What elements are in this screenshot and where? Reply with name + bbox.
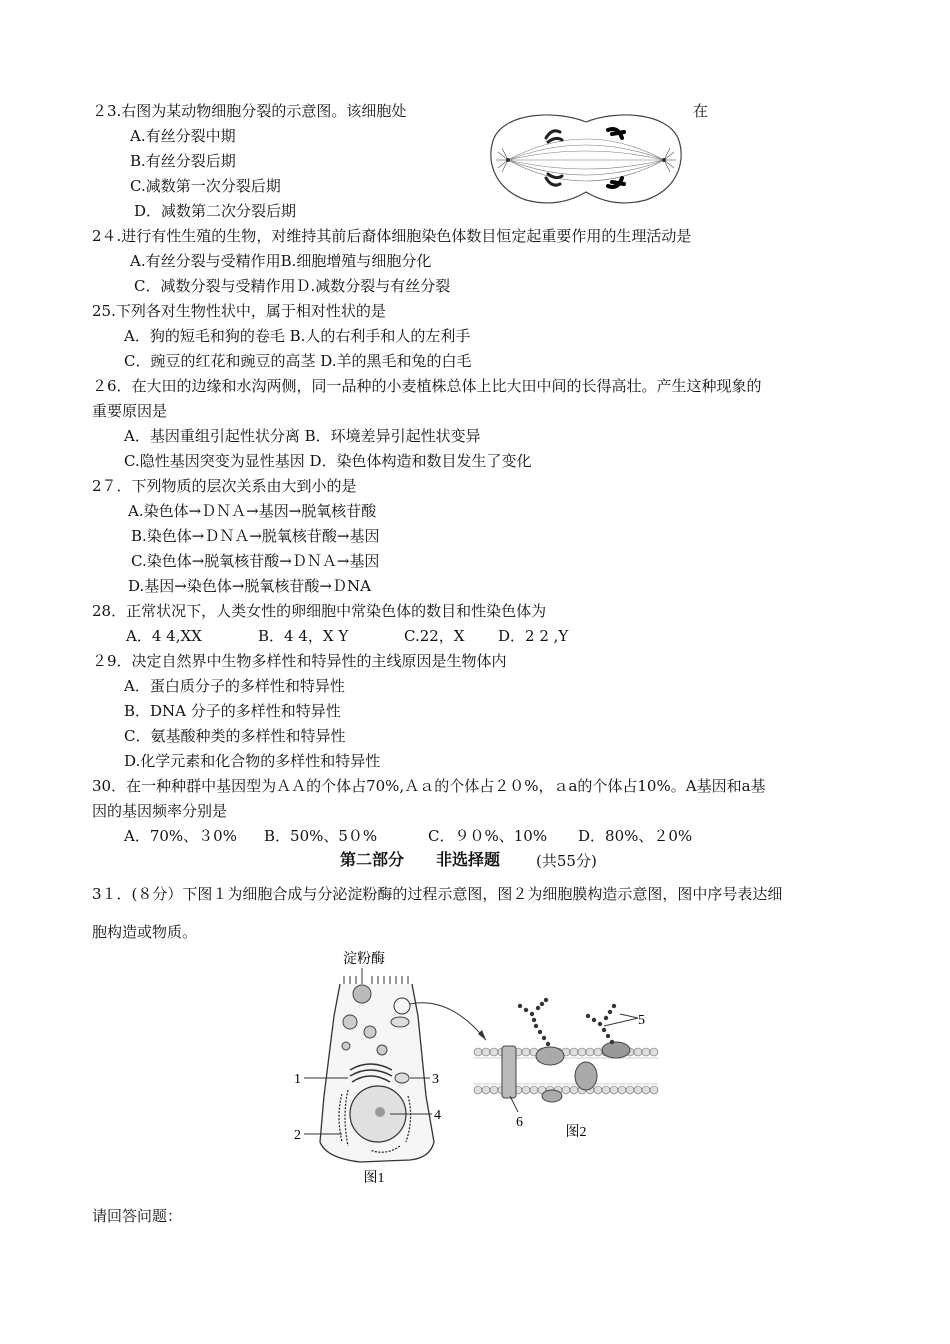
q24-stem: 2４.进行有性生殖的生物，对维持其前后裔体细胞染色体数目恒定起重要作用的生理活动是 xyxy=(92,227,692,245)
q24-options-cd: C．减数分裂与受精作用Ｄ.减数分裂与有丝分裂 xyxy=(134,277,451,295)
q28-option-b: B．4 4，X Y xyxy=(258,627,349,645)
part2-title: 第二部分 非选择题 xyxy=(340,850,501,869)
part2-score: (共55分) xyxy=(536,852,597,870)
q27-option-c: C.染色体→脱氧核苷酸→ＤＮＡ→基因 xyxy=(131,552,380,570)
cell-secretion-figure xyxy=(290,946,680,1190)
q23-option-b: B.有丝分裂后期 xyxy=(130,152,236,170)
fig1-number-4: 4 xyxy=(434,1108,441,1123)
q31-answer-prompt: 请回答问题： xyxy=(92,1207,183,1225)
q29-option-a: A．蛋白质分子的多样性和特异性 xyxy=(124,677,345,695)
q27-option-a: A.染色体→ＤＮＡ→基因→脱氧核苷酸 xyxy=(128,502,377,520)
q27-option-d: D.基因→染色体→脱氧核苷酸→ＤNA xyxy=(128,577,371,595)
fig1-caption: 图1 xyxy=(363,1171,385,1186)
q24-options-ab: A.有丝分裂与受精作用B.细胞增殖与细胞分化 xyxy=(130,252,432,270)
q23-stem: ２3.右图为某动物细胞分裂的示意图。该细胞处 xyxy=(92,102,407,120)
q28-stem: 28．正常状况下，人类女性的卵细胞中常染色体的数目和性染色体为 xyxy=(92,602,547,620)
q30-option-a: A．70%、３0% xyxy=(124,827,237,845)
q26-stem-line2: 重要原因是 xyxy=(92,402,168,420)
q27-stem: 2７．下列物质的层次关系由大到小的是 xyxy=(92,477,357,495)
q25-stem: 25.下列各对生物性状中，属于相对性状的是 xyxy=(92,302,386,320)
fig1-number-3: 3 xyxy=(432,1072,439,1087)
q29-option-d: D.化学元素和化合物的多样性和特异性 xyxy=(124,752,381,770)
q30-option-d: D．80%、２0% xyxy=(578,827,693,845)
fig1-number-1: 1 xyxy=(294,1072,301,1087)
fig2-number-5: 5 xyxy=(638,1013,645,1028)
q30-option-c: C．９０%、10% xyxy=(428,827,548,845)
q28-option-d: D．2 2 ,Y xyxy=(498,627,569,645)
q31-stem-line2: 胞构造或物质。 xyxy=(92,923,198,941)
q26-options-ab: A．基因重组引起性状分离 B．环境差异引起性状变异 xyxy=(124,427,481,445)
q23-option-c: C.减数第一次分裂后期 xyxy=(130,177,281,195)
q31-stem-line1: 3１．(８分）下图１为细胞合成与分泌淀粉酶的过程示意图，图２为细胞膜构造示意图，图中序号表达细 xyxy=(92,885,783,903)
fig2-number-6: 6 xyxy=(516,1115,523,1130)
cell-division-figure xyxy=(486,108,686,208)
q26-stem-line1: ２6．在大田的边缘和水沟两侧，同一品种的小麦植株总体上比大田中间的长得高壮。产生这种现象的 xyxy=(92,377,762,395)
fig2-caption: 图2 xyxy=(565,1125,587,1140)
q25-options-cd: C．豌豆的红花和豌豆的高茎 D.羊的黑毛和兔的白毛 xyxy=(124,352,472,370)
q30-stem-line1: 30．在一种种群中基因型为ＡＡ的个体占70%,Ａａ的个体占２０%，ａa的个体占10%。A基因和a基 xyxy=(92,777,766,795)
q28-option-c: C.22，X xyxy=(404,627,465,645)
q29-option-b: B．DNA 分子的多样性和特异性 xyxy=(124,702,341,720)
q29-option-c: C．氨基酸种类的多样性和特异性 xyxy=(124,727,346,745)
q23-stem-tail: 在 xyxy=(693,102,709,120)
fig1-label-amylase: 淀粉酶 xyxy=(343,952,385,967)
q23-option-d: D．减数第二次分裂后期 xyxy=(134,202,297,220)
q29-stem: ２9．决定自然界中生物多样性和特异性的主线原因是生物体内 xyxy=(92,652,507,670)
q27-option-b: B.染色体→ＤＮＡ→脱氧核苷酸→基因 xyxy=(131,527,380,545)
q25-options-ab: A．狗的短毛和狗的卷毛 B.人的右利手和人的左利手 xyxy=(124,327,471,345)
fig1-number-2: 2 xyxy=(294,1128,301,1143)
q26-options-cd: C.隐性基因突变为显性基因 D．染色体构造和数目发生了变化 xyxy=(124,452,532,470)
q30-option-b: B．50%、5０% xyxy=(264,827,378,845)
q28-option-a: A．4 4,XX xyxy=(126,627,202,645)
q23-option-a: A.有丝分裂中期 xyxy=(130,127,236,145)
q30-stem-line2: 因的基因频率分别是 xyxy=(92,802,228,820)
